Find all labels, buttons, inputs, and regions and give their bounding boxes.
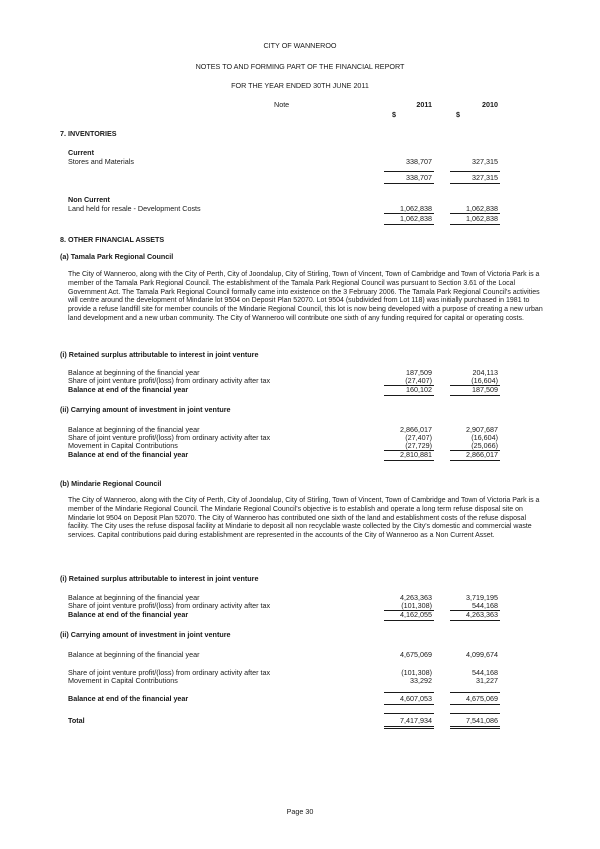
mindarie-carrying-heading: (ii) Carrying amount of investment in joint venture (60, 630, 231, 639)
inventories-heading: 7. INVENTORIES (60, 129, 117, 138)
table-cell-2011: (27,407) (405, 433, 432, 442)
total-label: Total (68, 716, 85, 725)
mindarie-heading: (b) Mindarie Regional Council (60, 479, 162, 488)
stores-2011: 338,707 (406, 157, 432, 166)
tamala-heading: (a) Tamala Park Regional Council (60, 252, 174, 261)
tamala-retained-heading: (i) Retained surplus attributable to interest in joint venture (60, 350, 259, 359)
noncurrent-total-2010: 1,062,838 (466, 214, 498, 223)
stores-2010: 327,315 (472, 157, 498, 166)
currency-2011: $ (392, 110, 396, 119)
tamala-paragraph: The City of Wanneroo, along with the City of Perth, City of Joondalup, City of Stirling, Town of Vincent, Town of Cambridge and Town of Victoria Park is a member of the Tamala Park Regional Council. The establishment of the Tamala Park Regional Council was pursuant to Section 3.61 of the Local Government Act. The Tamala Park Regional Council formally came into existence on the 3 February 2006. The Tamala Park Regional Council's activities will centre around the development of Mindarie lot 9504 on Deposit Plan 52070. Lot 9504 (subdivided from Lot 118) was initially purchased in 1981 to provide a refuse landfill site for member councils of the Mindarie Regional Council, this lot is now being developed with a purpose of creating a new urban land development and a new urban community. The City of Wanneroo will contribute one sixth of any funding required for capital or operating costs. (68, 271, 543, 323)
current-label: Current (68, 148, 94, 157)
table-cell-2010: 204,113 (472, 368, 498, 377)
table-row-label: Balance at end of the financial year (68, 385, 189, 394)
table-cell-2011: 4,675,069 (400, 650, 432, 659)
noncurrent-label: Non Current (68, 195, 110, 204)
other-financial-assets-heading: 8. OTHER FINANCIAL ASSETS (60, 235, 165, 244)
table-row-label: Movement in Capital Contributions (68, 441, 178, 450)
total-2011: 7,417,934 (400, 716, 432, 725)
table-cell-2010: (25,066) (471, 441, 498, 450)
table-cell-2011: 33,292 (410, 676, 432, 685)
table-cell-2010: 4,675,069 (466, 694, 498, 703)
table-row-label: Balance at end of the financial year (68, 450, 189, 459)
report-period: FOR THE YEAR ENDED 30TH JUNE 2011 (231, 81, 369, 90)
table-row-label: Share of joint venture profit/(loss) from ordinary activity after tax (68, 668, 271, 677)
table-cell-2010: (16,604) (471, 433, 498, 442)
table-cell-2011: 187,509 (406, 368, 432, 377)
table-cell-2011: 4,607,053 (400, 694, 432, 703)
report-title: NOTES TO AND FORMING PART OF THE FINANCIAL REPORT (195, 62, 405, 71)
table-cell-2010: 3,719,195 (466, 593, 498, 602)
table-cell-2011: (27,729) (405, 441, 432, 450)
table-cell-2010: 4,263,363 (466, 610, 498, 619)
mindarie-retained-heading: (i) Retained surplus attributable to interest in joint venture (60, 574, 259, 583)
table-cell-2011: (101,308) (401, 668, 432, 677)
page-number: Page 30 (286, 807, 314, 816)
table-cell-2011: 160,102 (406, 385, 432, 394)
table-row-label: Balance at beginning of the financial year (68, 425, 200, 434)
table-cell-2011: 2,866,017 (400, 425, 432, 434)
table-cell-2011: (27,407) (405, 376, 432, 385)
table-cell-2011: 4,263,363 (400, 593, 432, 602)
table-row-label: Balance at beginning of the financial year (68, 650, 200, 659)
table-cell-2011: 4,162,055 (400, 610, 432, 619)
table-cell-2010: (16,604) (471, 376, 498, 385)
tamala-carrying-heading: (ii) Carrying amount of investment in joint venture (60, 405, 231, 414)
currency-2010: $ (456, 110, 460, 119)
land-label: Land held for resale - Development Costs (68, 204, 201, 213)
current-total-2010: 327,315 (472, 173, 498, 182)
table-row-label: Balance at end of the financial year (68, 694, 189, 703)
stores-label: Stores and Materials (68, 157, 134, 166)
table-cell-2010: 2,866,017 (466, 450, 498, 459)
year-2010-header: 2010 (482, 100, 498, 109)
current-total-2011: 338,707 (406, 173, 432, 182)
table-row-label: Share of joint venture profit/(loss) from ordinary activity after tax (68, 376, 271, 385)
table-row-label: Balance at beginning of the financial year (68, 593, 200, 602)
table-cell-2011: (101,308) (401, 601, 432, 610)
land-2011: 1,062,838 (400, 204, 432, 213)
table-cell-2010: 544,168 (472, 601, 498, 610)
table-cell-2010: 31,227 (476, 676, 498, 685)
table-row-label: Movement in Capital Contributions (68, 676, 178, 685)
table-row-label: Share of joint venture profit/(loss) from ordinary activity after tax (68, 601, 271, 610)
table-cell-2010: 187,509 (472, 385, 498, 394)
land-2010: 1,062,838 (466, 204, 498, 213)
year-2011-header: 2011 (416, 100, 432, 109)
total-2010: 7,541,086 (466, 716, 498, 725)
noncurrent-total-2011: 1,062,838 (400, 214, 432, 223)
table-row-label: Share of joint venture profit/(loss) from ordinary activity after tax (68, 433, 271, 442)
table-row-label: Balance at beginning of the financial year (68, 368, 200, 377)
table-cell-2010: 4,099,674 (466, 650, 498, 659)
mindarie-paragraph: The City of Wanneroo, along with the City of Perth, City of Joondalup, City of Stirling, Town of Vincent, Town of Cambridge and Town of Victoria Park is a member of the Mindarie Regional Council. The Mindarie Regional Council's objective is to establish and operate a long term refuse disposal site on Mindarie lot 9504 on Deposit Plan 52070. The City of Wanneroo has contributed one sixth of the land and establishment costs of the refuse disposal facility. The City uses the refuse disposal facility at Mindarie to deposit all non recyclable waste collected by the City's domestic and commercial waste services. Capital contributions paid during establishment are represented in the accounts of the City of Wanneroo as a Non Current Asset. (68, 497, 540, 540)
note-column-header: Note (274, 100, 290, 109)
table-cell-2010: 544,168 (472, 668, 498, 677)
table-cell-2011: 2,810,881 (400, 450, 432, 459)
table-row-label: Balance at end of the financial year (68, 610, 189, 619)
table-cell-2010: 2,907,687 (466, 425, 498, 434)
entity-name: CITY OF WANNEROO (263, 41, 337, 50)
